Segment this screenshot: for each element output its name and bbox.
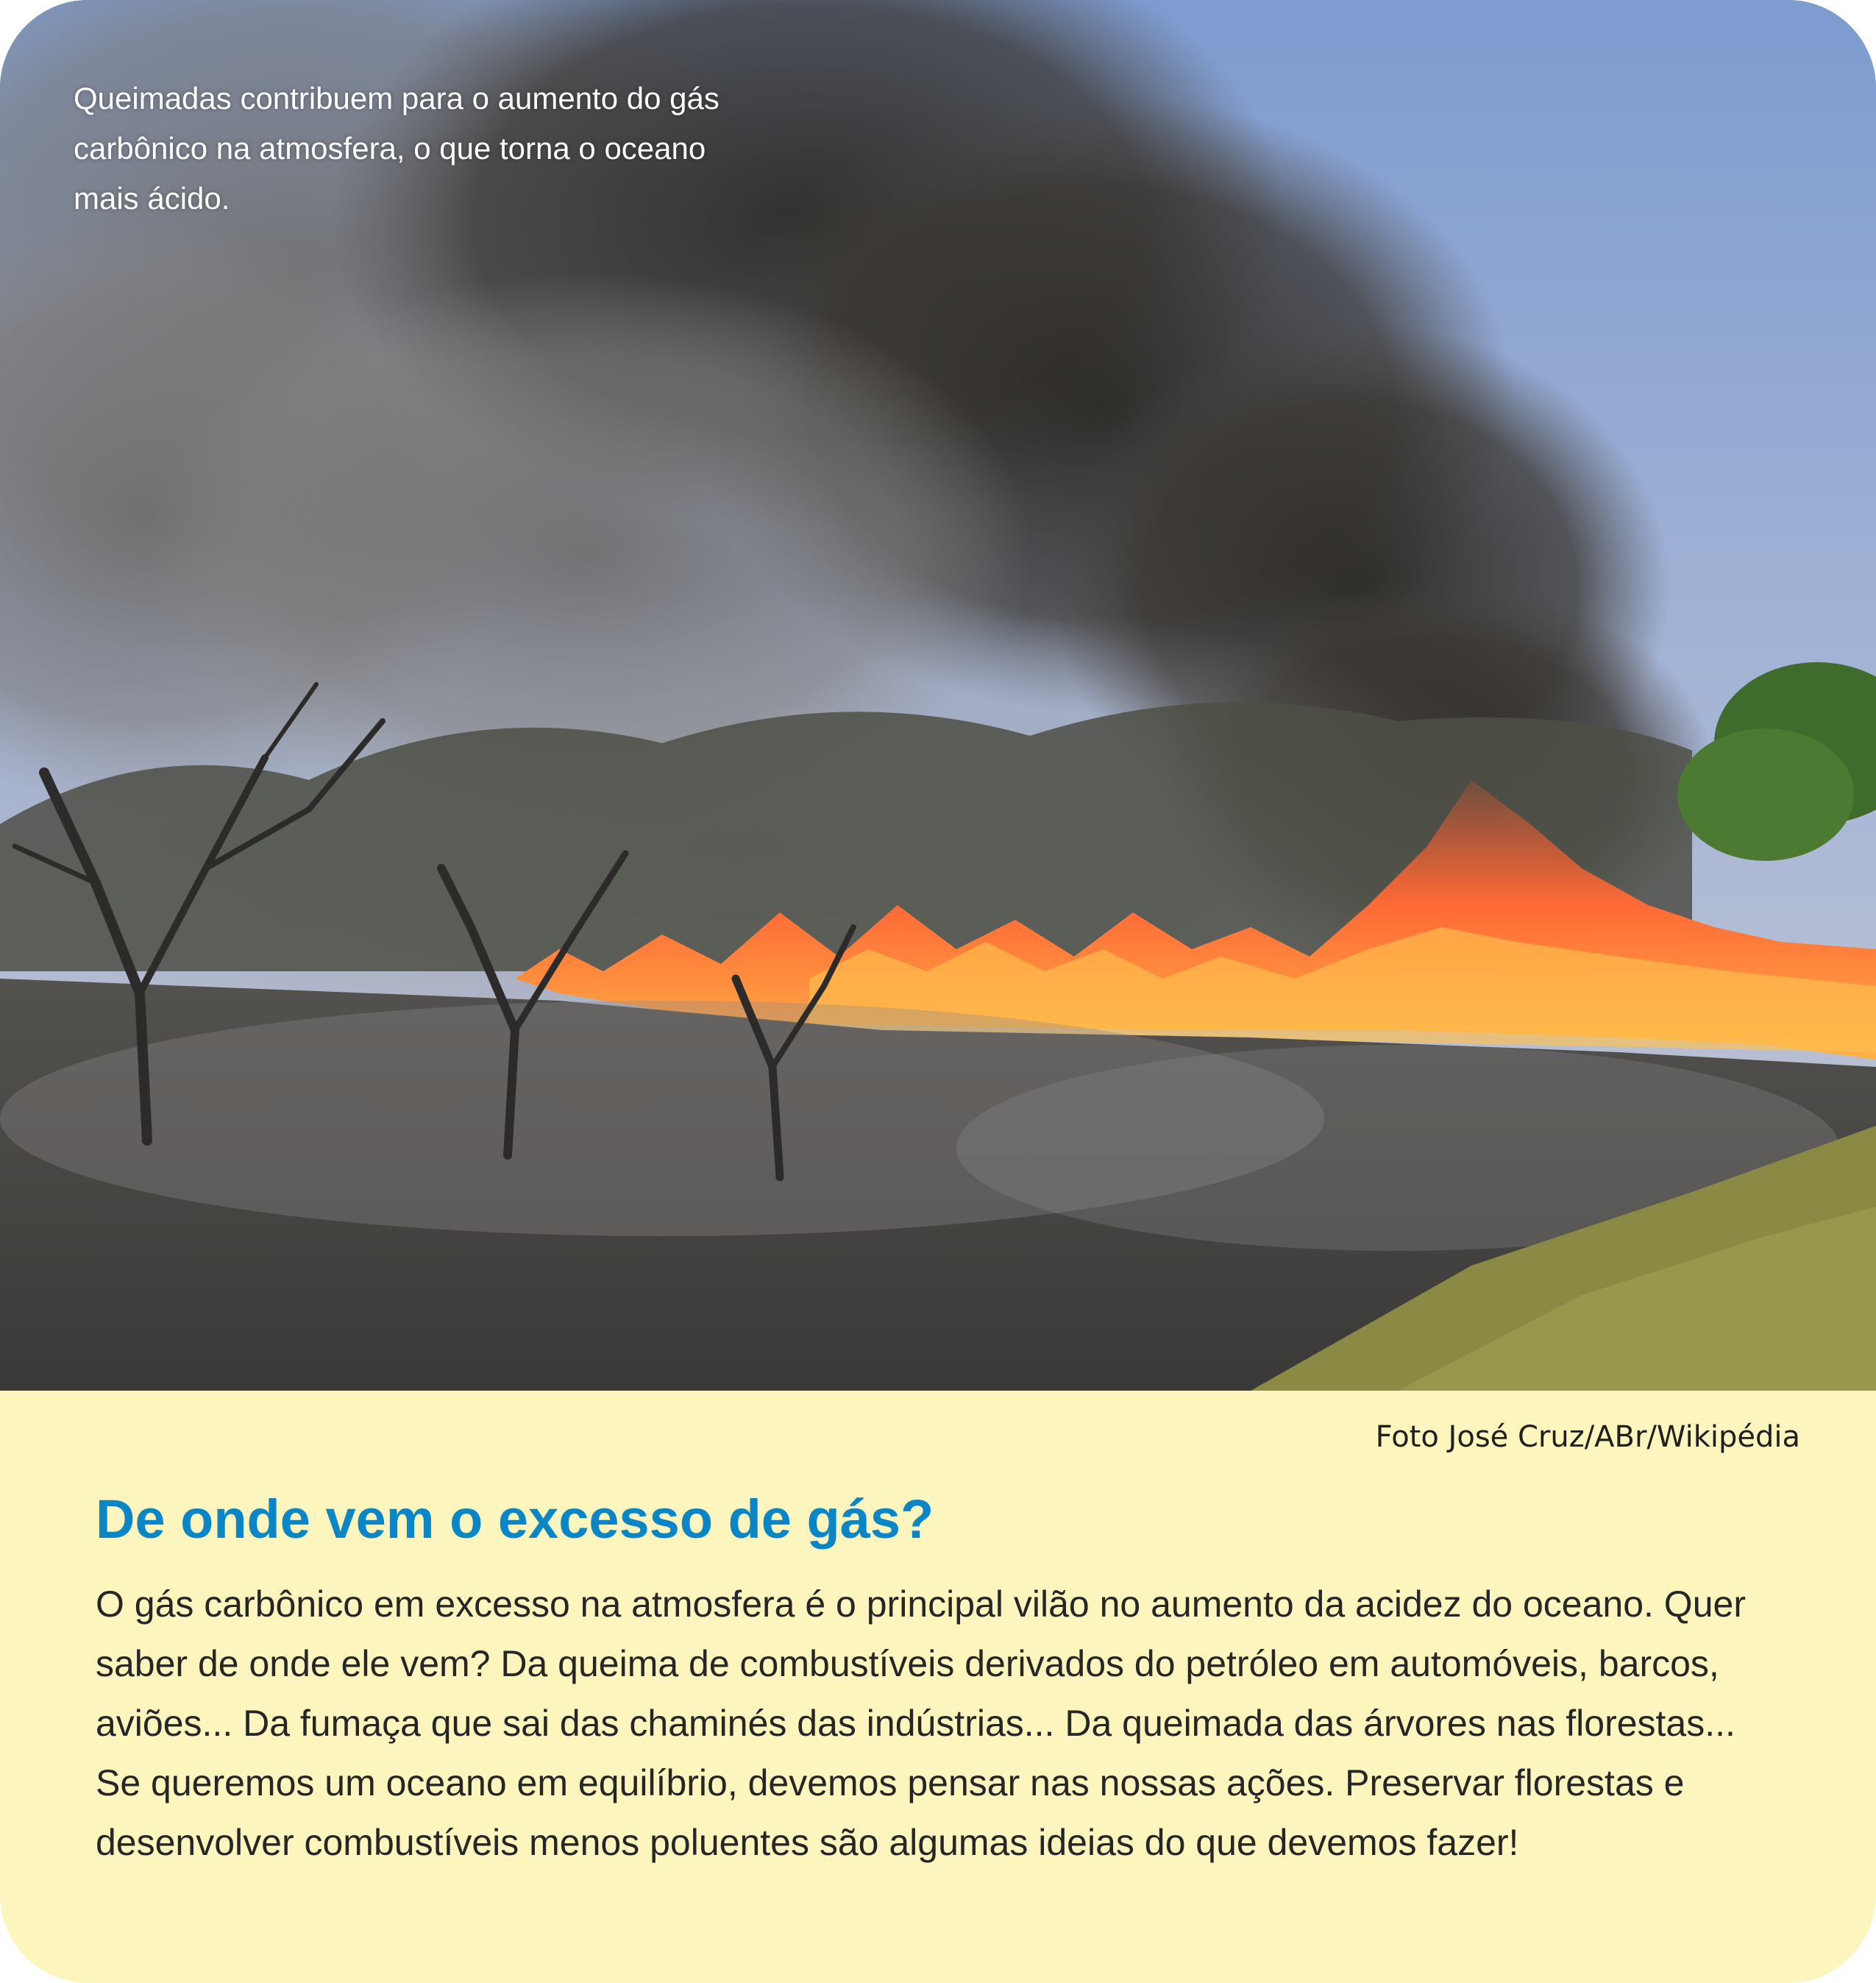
photo-caption: Queimadas contribuem para o aumento do gás carbônico na atmosfera, o que torna o oceano mais ácido.: [74, 81, 720, 216]
body-paragraph: O gás carbônico em excesso na atmosfera é o principal vilão no aumento da acidez do oceano. Quer saber de onde ele vem? Da queima de combustíveis derivados do petróleo em automóveis, barcos, aviões... Da fumaça que sai das chaminés das indústrias... Da queimada das árvores nas florestas... Se queremos um oceano em equilíbrio, devemos pensar nas nossas ações. Preservar florestas e desenvolver combustíveis menos poluentes são algumas ideias do que devemos fazer!: [96, 1583, 1746, 1863]
photo-credit: Foto José Cruz/ABr/Wikipédia: [1375, 1420, 1800, 1454]
section-heading: De onde vem o excesso de gás?: [96, 1489, 934, 1550]
